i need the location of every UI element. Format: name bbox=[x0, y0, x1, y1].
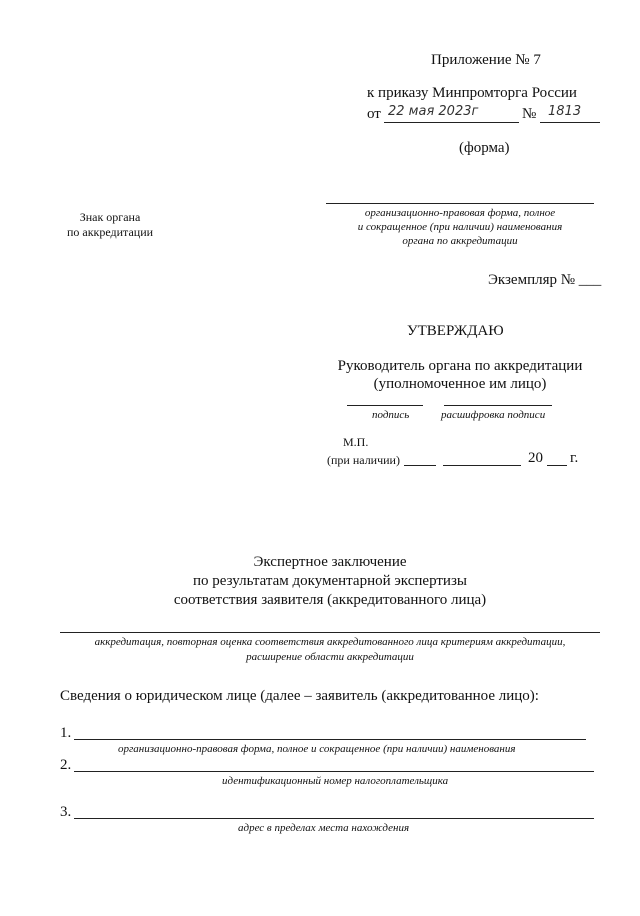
item-1-caption: организационно-правовая форма, полное и сокращенное (при наличии) наименования bbox=[118, 743, 516, 755]
purpose-caption-line2: расширение области аккредитации bbox=[246, 651, 414, 663]
document-title-line1: Экспертное заключение bbox=[253, 554, 407, 570]
purpose-caption bbox=[60, 635, 600, 665]
approver-position-line1: Руководитель органа по аккредитации bbox=[337, 358, 583, 374]
copy-number: Экземпляр № ___ bbox=[488, 272, 602, 288]
document-title bbox=[120, 553, 540, 610]
year-line bbox=[547, 465, 567, 466]
from-prefix: от bbox=[367, 106, 381, 122]
signature-line bbox=[347, 405, 423, 406]
signature-decode-line bbox=[444, 405, 552, 406]
org-caption-line2: и сокращенное (при наличии) наименования bbox=[357, 221, 563, 233]
signature-decode-caption: расшифровка подписи bbox=[441, 409, 546, 421]
org-caption-line3: органа по аккредитации bbox=[402, 235, 518, 247]
stamp-label: М.П. bbox=[343, 435, 369, 449]
item-3-caption: адрес в пределах места нахождения bbox=[238, 822, 410, 834]
item-3-line bbox=[74, 818, 594, 819]
item-1-number: 1. bbox=[60, 725, 72, 741]
item-2-line bbox=[74, 771, 594, 772]
date-day-line bbox=[404, 465, 436, 466]
approver-position bbox=[328, 357, 592, 393]
org-caption-line1: организационно-правовая форма, полное bbox=[364, 207, 556, 219]
year-suffix: г. bbox=[570, 450, 579, 466]
approver-position-line2: (уполномоченное им лицо) bbox=[373, 376, 547, 392]
document-title-line2: по результатам документарной экспертизы bbox=[193, 573, 467, 589]
signature-caption: подпись bbox=[372, 409, 410, 421]
number-underline bbox=[540, 122, 600, 123]
purpose-line bbox=[60, 632, 600, 633]
item-3-number: 3. bbox=[60, 804, 72, 820]
item-2-number: 2. bbox=[60, 757, 72, 773]
org-name-caption bbox=[318, 206, 602, 248]
legal-entity-heading: Сведения о юридическом лице (далее – заявитель (аккредитованное лицо): bbox=[60, 688, 539, 704]
appendix-label: Приложение № 7 bbox=[431, 52, 541, 68]
accreditation-body-sign bbox=[60, 210, 160, 240]
item-2-caption: идентификационный номер налогоплательщика bbox=[222, 775, 449, 787]
document-title-line3: соответствия заявителя (аккредитованного лица) bbox=[173, 592, 487, 608]
approve-title: УТВЕРЖДАЮ bbox=[407, 323, 504, 339]
form-label: (форма) bbox=[459, 140, 510, 156]
purpose-caption-line1: аккредитация, повторная оценка соответствия аккредитованного лица критериям аккредитации, bbox=[94, 636, 566, 648]
stamp-note: (при наличии) bbox=[327, 453, 400, 467]
number-handwritten: 1813 bbox=[548, 104, 582, 119]
order-reference: к приказу Минпромторга России bbox=[367, 85, 577, 101]
number-prefix: № bbox=[522, 106, 537, 122]
sign-label-line1: Знак органа bbox=[79, 210, 141, 224]
year-prefix: 20 bbox=[528, 450, 543, 466]
item-1-line bbox=[74, 739, 586, 740]
date-month-line bbox=[443, 465, 521, 466]
org-name-line bbox=[326, 203, 594, 204]
date-handwritten: 22 мая 2023г bbox=[388, 104, 479, 119]
sign-label-line2: по аккредитации bbox=[66, 225, 154, 239]
date-underline bbox=[384, 122, 519, 123]
